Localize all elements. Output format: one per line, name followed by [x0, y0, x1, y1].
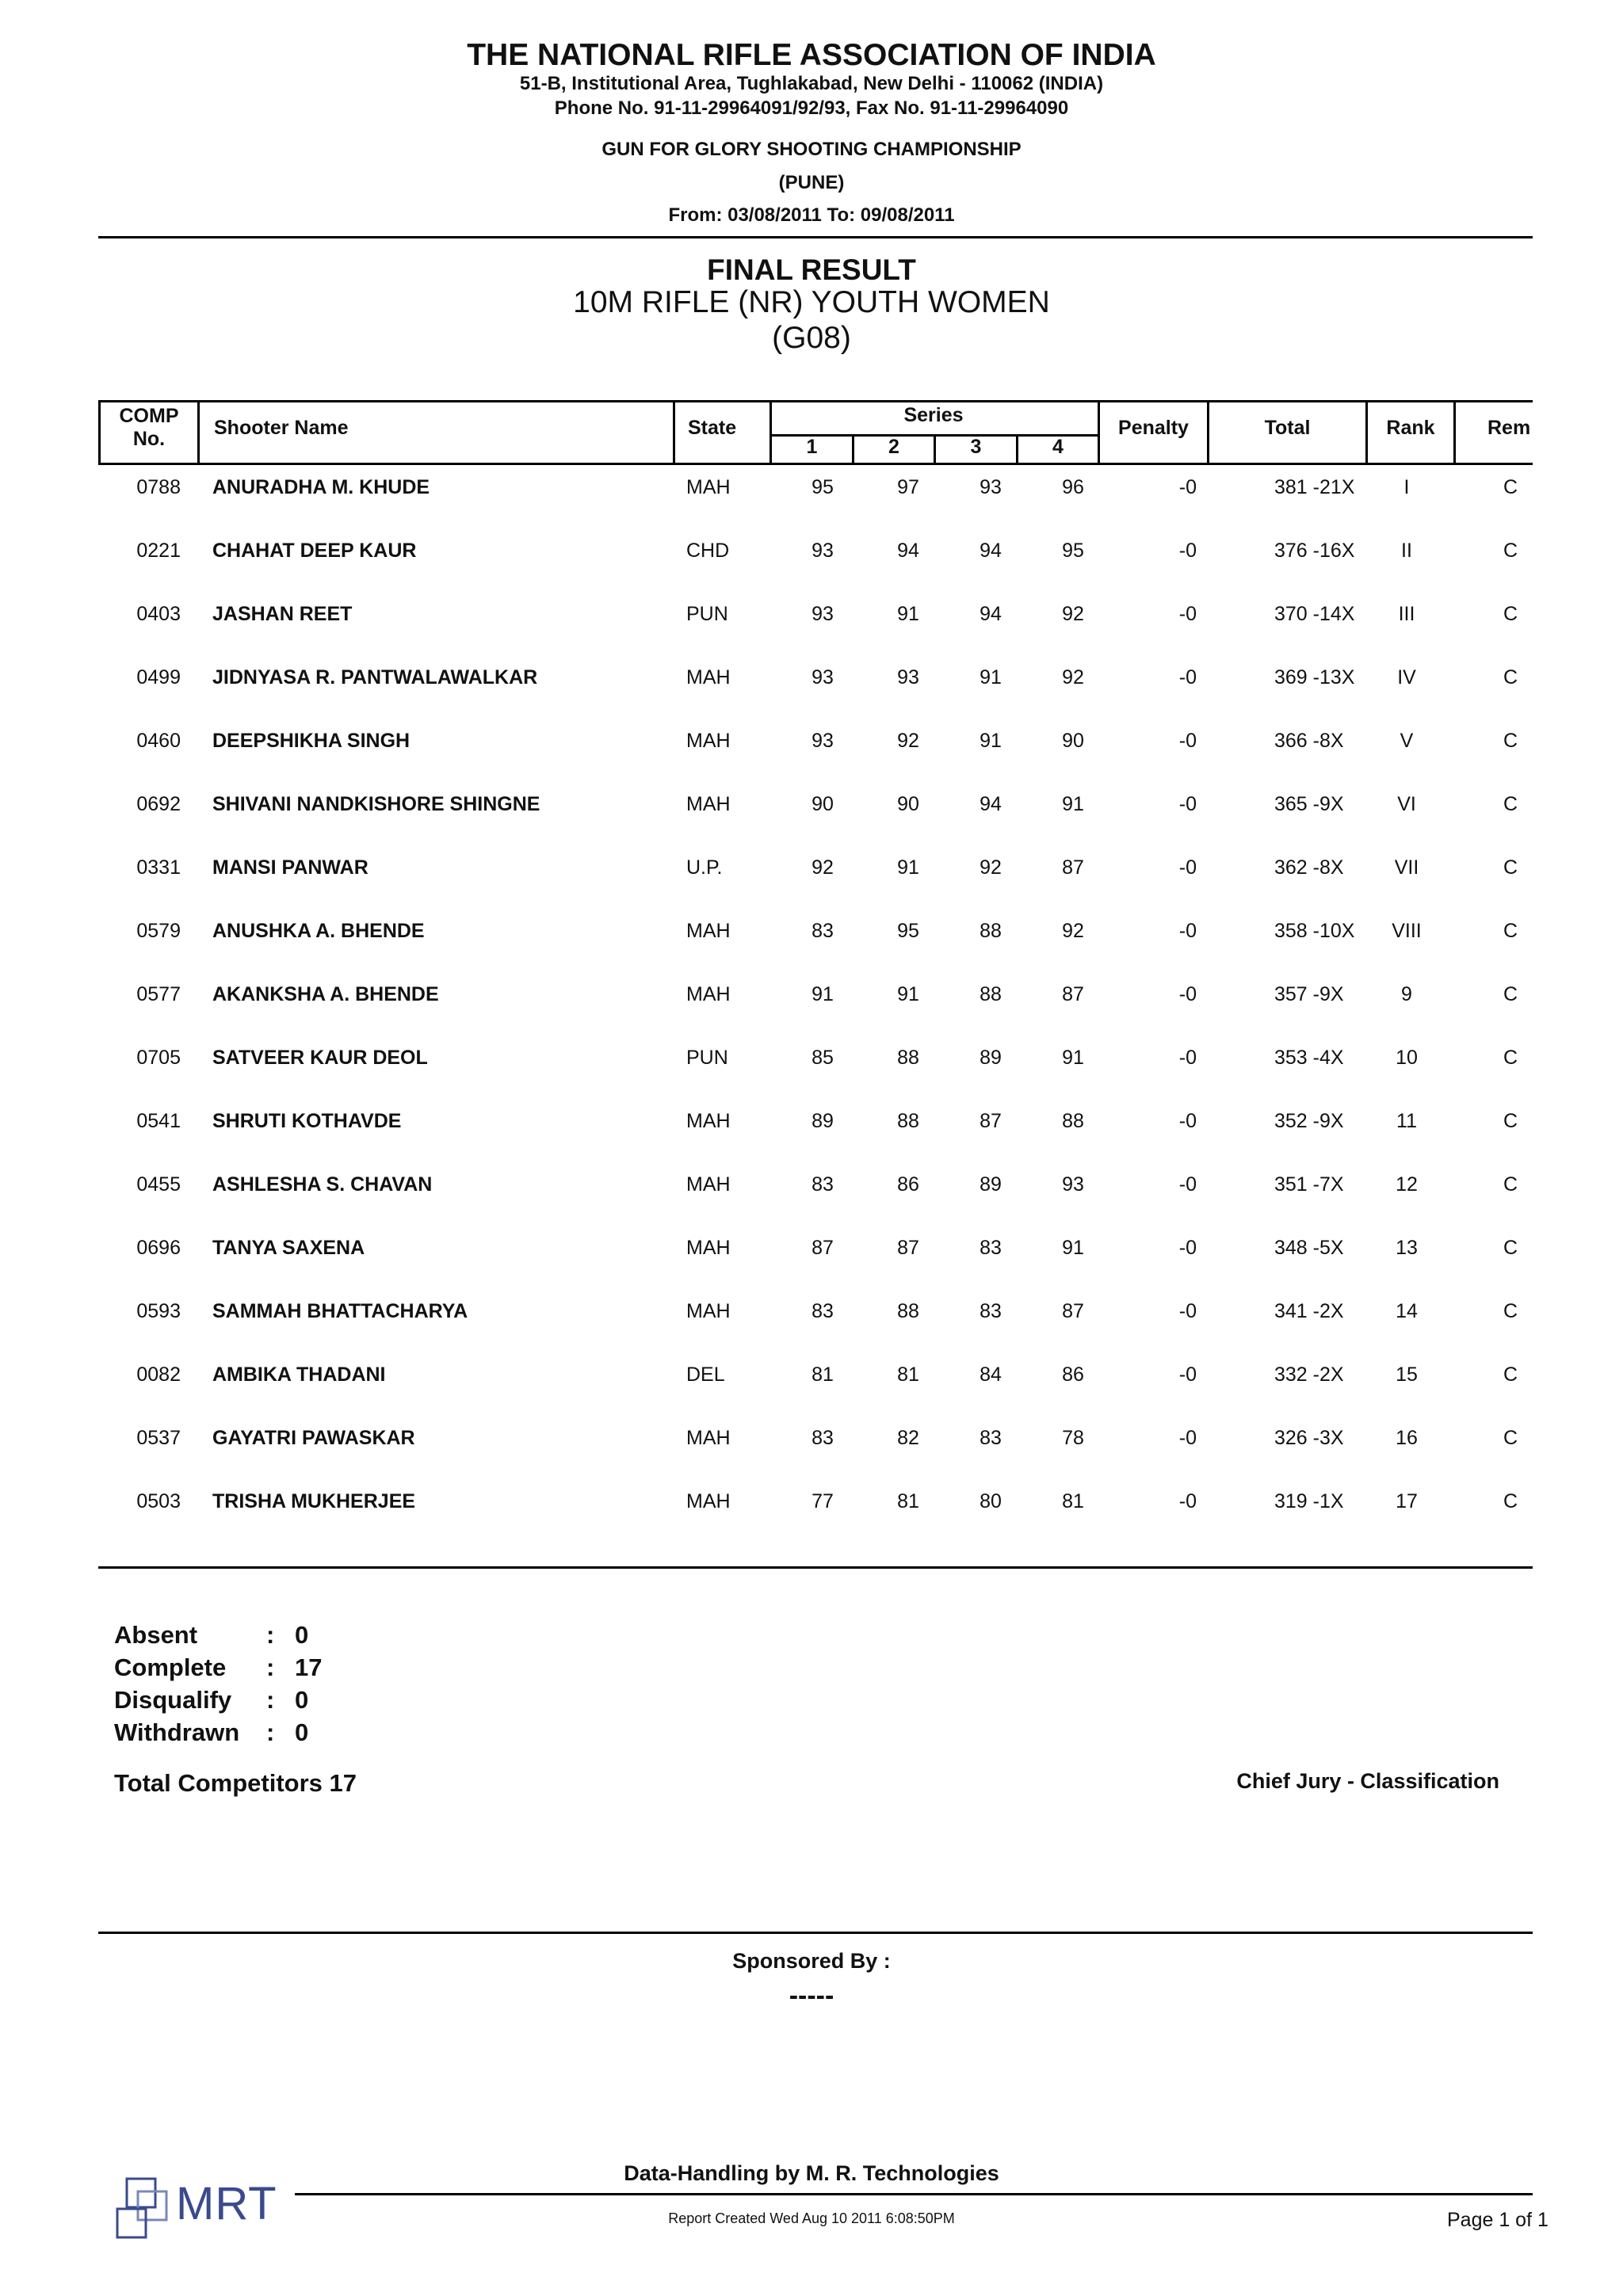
series-3-cell: 80: [980, 1490, 1002, 1512]
event-dates: From: 03/08/2011 To: 09/08/2011: [668, 204, 955, 226]
colon: :: [266, 1718, 275, 1746]
penalty-cell: -0: [1178, 730, 1197, 752]
header-shooter-name: Shooter Name: [214, 417, 349, 439]
series-1-cell: 93: [812, 730, 834, 752]
total-cell: 319 -1X: [1274, 1490, 1344, 1512]
withdrawn-value: 0: [295, 1718, 309, 1746]
total-cell: 369 -13X: [1274, 666, 1355, 688]
series-2-cell: 82: [897, 1427, 919, 1449]
event-place: (PUNE): [778, 172, 845, 193]
shooter-name-cell: ASHLESHA S. CHAVAN: [212, 1173, 433, 1196]
series-4-cell: 90: [1062, 730, 1084, 752]
penalty-cell: -0: [1178, 603, 1197, 625]
series-4-cell: 87: [1062, 1300, 1084, 1322]
remarks-cell: C: [1503, 983, 1518, 1005]
penalty-cell: -0: [1178, 1047, 1197, 1069]
shooter-name-cell: SHIVANI NANDKISHORE SHINGNE: [212, 793, 540, 815]
comp-no-cell: 0577: [136, 983, 181, 1005]
penalty-cell: -0: [1178, 476, 1197, 498]
series-2-cell: 81: [897, 1490, 919, 1512]
comp-no-cell: 0403: [136, 603, 181, 625]
remarks-cell: C: [1503, 1490, 1518, 1512]
series-2-cell: 91: [897, 603, 919, 625]
chief-jury-label: Chief Jury - Classification: [1236, 1769, 1499, 1793]
remarks-cell: C: [1503, 666, 1518, 688]
remarks-cell: C: [1503, 1110, 1518, 1132]
report-created: Report Created Wed Aug 10 2011 6:08:50PM: [668, 2210, 955, 2226]
rank-cell: 14: [1396, 1300, 1418, 1322]
comp-no-cell: 0499: [136, 666, 181, 688]
total-cell: 357 -9X: [1274, 983, 1344, 1005]
penalty-cell: -0: [1178, 1363, 1197, 1386]
series-1-cell: 85: [812, 1047, 834, 1069]
header-series: Series: [903, 404, 964, 426]
series-4-cell: 96: [1062, 476, 1084, 498]
page-number: Page 1 of 1: [1447, 2209, 1549, 2231]
shooter-name-cell: GAYATRI PAWASKAR: [212, 1427, 415, 1449]
rank-cell: 17: [1396, 1490, 1418, 1512]
penalty-cell: -0: [1178, 793, 1197, 815]
state-cell: U.P.: [686, 856, 723, 879]
comp-no-cell: 0460: [136, 730, 181, 752]
series-1-cell: 83: [812, 1427, 834, 1449]
series-4-cell: 95: [1062, 540, 1084, 562]
total-cell: 326 -3X: [1274, 1427, 1344, 1449]
comp-no-cell: 0082: [136, 1363, 181, 1386]
series-1-cell: 90: [812, 793, 834, 815]
series-1-cell: 83: [812, 1300, 834, 1322]
comp-no-cell: 0331: [136, 856, 181, 879]
header-series-3: 3: [970, 436, 982, 458]
shooter-name-cell: ANURADHA M. KHUDE: [212, 476, 430, 498]
penalty-cell: -0: [1178, 1237, 1197, 1259]
series-4-cell: 87: [1062, 856, 1084, 879]
series-2-cell: 86: [897, 1173, 919, 1196]
shooter-name-cell: DEEPSHIKHA SINGH: [212, 730, 411, 752]
results-table-header: [98, 400, 1533, 465]
series-4-cell: 93: [1062, 1173, 1084, 1196]
colon: :: [266, 1686, 275, 1714]
state-cell: PUN: [686, 1047, 728, 1069]
total-cell: 370 -14X: [1274, 603, 1355, 625]
total-cell: 365 -9X: [1274, 793, 1344, 815]
rank-cell: VI: [1397, 793, 1416, 815]
total-cell: 353 -4X: [1274, 1047, 1344, 1069]
shooter-name-cell: TANYA SAXENA: [212, 1237, 365, 1259]
rank-cell: VIII: [1392, 920, 1422, 942]
total-cell: 381 -21X: [1274, 476, 1355, 498]
shooter-name-cell: AMBIKA THADANI: [212, 1363, 386, 1386]
sponsor-value: -----: [789, 1981, 834, 2011]
org-address: 51-B, Institutional Area, Tughlakabad, New Delhi - 110062 (INDIA): [519, 73, 1104, 94]
penalty-cell: -0: [1178, 1427, 1197, 1449]
header-total: Total: [1264, 417, 1311, 439]
series-2-cell: 91: [897, 856, 919, 879]
state-cell: MAH: [686, 666, 731, 688]
comp-no-cell: 0537: [136, 1427, 181, 1449]
shooter-name-cell: TRISHA MUKHERJEE: [212, 1490, 416, 1512]
remarks-cell: C: [1503, 540, 1518, 562]
total-cell: 376 -16X: [1274, 540, 1355, 562]
series-4-cell: 91: [1062, 1047, 1084, 1069]
series-4-cell: 87: [1062, 983, 1084, 1005]
remarks-cell: C: [1503, 476, 1518, 498]
remarks-cell: C: [1503, 603, 1518, 625]
total-cell: 351 -7X: [1274, 1173, 1344, 1196]
rank-cell: 15: [1396, 1363, 1418, 1386]
penalty-cell: -0: [1178, 1300, 1197, 1322]
series-1-cell: 81: [812, 1363, 834, 1386]
series-4-cell: 92: [1062, 920, 1084, 942]
event-category: 10M RIFLE (NR) YOUTH WOMEN: [573, 285, 1050, 319]
series-2-cell: 88: [897, 1110, 919, 1132]
comp-no-cell: 0705: [136, 1047, 181, 1069]
series-2-cell: 93: [897, 666, 919, 688]
series-1-cell: 83: [812, 1173, 834, 1196]
remarks-cell: C: [1503, 1427, 1518, 1449]
header-state: State: [688, 417, 737, 439]
series-3-cell: 91: [980, 730, 1002, 752]
remarks-cell: C: [1503, 1363, 1518, 1386]
comp-no-cell: 0221: [136, 540, 181, 562]
remarks-cell: C: [1503, 1237, 1518, 1259]
sponsored-by-label: Sponsored By :: [732, 1949, 891, 1973]
org-name: THE NATIONAL RIFLE ASSOCIATION OF INDIA: [467, 38, 1156, 72]
series-2-cell: 87: [897, 1237, 919, 1259]
series-4-cell: 91: [1062, 1237, 1084, 1259]
remarks-cell: C: [1503, 793, 1518, 815]
series-3-cell: 84: [980, 1363, 1002, 1386]
series-1-cell: 93: [812, 603, 834, 625]
state-cell: MAH: [686, 1300, 731, 1322]
state-cell: MAH: [686, 476, 731, 498]
comp-no-cell: 0692: [136, 793, 181, 815]
rank-cell: 12: [1396, 1173, 1418, 1196]
total-cell: 348 -5X: [1274, 1237, 1344, 1259]
rank-cell: VII: [1394, 856, 1419, 879]
series-2-cell: 91: [897, 983, 919, 1005]
state-cell: MAH: [686, 1427, 731, 1449]
series-3-cell: 88: [980, 920, 1002, 942]
series-2-cell: 81: [897, 1363, 919, 1386]
penalty-cell: -0: [1178, 856, 1197, 879]
header-series-4: 4: [1052, 436, 1064, 458]
series-1-cell: 87: [812, 1237, 834, 1259]
remarks-cell: C: [1503, 730, 1518, 752]
series-3-cell: 83: [980, 1237, 1002, 1259]
data-handling-credit: Data-Handling by M. R. Technologies: [624, 2161, 999, 2185]
state-cell: MAH: [686, 1237, 731, 1259]
rank-cell: IV: [1397, 666, 1416, 688]
absent-label: Absent: [114, 1621, 198, 1649]
absent-value: 0: [295, 1621, 309, 1649]
state-cell: MAH: [686, 983, 731, 1005]
complete-label: Complete: [114, 1653, 227, 1681]
disqualify-value: 0: [295, 1686, 309, 1714]
series-1-cell: 92: [812, 856, 834, 879]
rank-cell: III: [1398, 603, 1415, 625]
shooter-name-cell: SHRUTI KOTHAVDE: [212, 1110, 402, 1132]
series-2-cell: 88: [897, 1047, 919, 1069]
series-1-cell: 77: [812, 1490, 834, 1512]
state-cell: DEL: [686, 1363, 725, 1386]
column-divider: [673, 402, 675, 463]
shooter-name-cell: ANUSHKA A. BHENDE: [212, 920, 425, 942]
series-1-cell: 93: [812, 666, 834, 688]
total-cell: 362 -8X: [1274, 856, 1344, 879]
state-cell: MAH: [686, 920, 731, 942]
series-3-cell: 83: [980, 1427, 1002, 1449]
header-comp-no: COMP No.: [119, 405, 179, 450]
penalty-cell: -0: [1178, 983, 1197, 1005]
series-4-cell: 88: [1062, 1110, 1084, 1132]
series-4-cell: 92: [1062, 666, 1084, 688]
series-3-cell: 94: [980, 603, 1002, 625]
series-3-cell: 94: [980, 540, 1002, 562]
series-4-cell: 86: [1062, 1363, 1084, 1386]
comp-no-cell: 0541: [136, 1110, 181, 1132]
series-2-cell: 90: [897, 793, 919, 815]
series-2-cell: 92: [897, 730, 919, 752]
rank-cell: 11: [1396, 1110, 1417, 1132]
series-2-cell: 94: [897, 540, 919, 562]
rank-cell: II: [1401, 540, 1412, 562]
state-cell: MAH: [686, 1173, 731, 1196]
series-3-cell: 89: [980, 1047, 1002, 1069]
footer-rule: [295, 2193, 1533, 2195]
remarks-cell: C: [1503, 1173, 1518, 1196]
state-cell: PUN: [686, 603, 728, 625]
comp-no-cell: 0455: [136, 1173, 181, 1196]
total-cell: 341 -2X: [1274, 1300, 1344, 1322]
header-rank: Rank: [1386, 417, 1435, 439]
rank-cell: 13: [1396, 1237, 1418, 1259]
rank-cell: 9: [1401, 983, 1412, 1005]
disqualify-label: Disqualify: [114, 1686, 232, 1714]
series-3-cell: 91: [980, 666, 1002, 688]
rank-cell: 10: [1396, 1047, 1418, 1069]
header-remarks: Rem: [1487, 417, 1531, 439]
shooter-name-cell: JIDNYASA R. PANTWALAWALKAR: [212, 666, 538, 688]
table-bottom-divider: [98, 1566, 1533, 1569]
event-code: (G08): [772, 321, 851, 355]
series-1-cell: 91: [812, 983, 834, 1005]
series-2-cell: 95: [897, 920, 919, 942]
rank-cell: 16: [1396, 1427, 1418, 1449]
mrt-logo-text: MRT: [176, 2178, 277, 2229]
shooter-name-cell: CHAHAT DEEP KAUR: [212, 540, 417, 562]
org-phone: Phone No. 91-11-29964091/92/93, Fax No. 91-11-29964090: [554, 97, 1069, 119]
series-3-cell: 94: [980, 793, 1002, 815]
shooter-name-cell: JASHAN REET: [212, 603, 353, 625]
shooter-name-cell: AKANKSHA A. BHENDE: [212, 983, 439, 1005]
series-4-cell: 91: [1062, 793, 1084, 815]
total-cell: 332 -2X: [1274, 1363, 1344, 1386]
colon: :: [266, 1653, 275, 1681]
remarks-cell: C: [1503, 856, 1518, 879]
comp-no-cell: 0788: [136, 476, 181, 498]
penalty-cell: -0: [1178, 666, 1197, 688]
state-cell: MAH: [686, 1490, 731, 1512]
penalty-cell: -0: [1178, 920, 1197, 942]
colon: :: [266, 1621, 275, 1649]
header-series-1: 1: [806, 436, 818, 458]
shooter-name-cell: MANSI PANWAR: [212, 856, 369, 879]
penalty-cell: -0: [1178, 1490, 1197, 1512]
penalty-cell: -0: [1178, 540, 1197, 562]
series-4-cell: 81: [1062, 1490, 1084, 1512]
series-3-cell: 92: [980, 856, 1002, 879]
state-cell: MAH: [686, 793, 731, 815]
series-4-cell: 92: [1062, 603, 1084, 625]
total-cell: 358 -10X: [1274, 920, 1355, 942]
state-cell: MAH: [686, 1110, 731, 1132]
state-cell: MAH: [686, 730, 731, 752]
series-4-cell: 78: [1062, 1427, 1084, 1449]
column-divider: [197, 402, 200, 463]
comp-no-cell: 0696: [136, 1237, 181, 1259]
series-3-cell: 89: [980, 1173, 1002, 1196]
event-name: GUN FOR GLORY SHOOTING CHAMPIONSHIP: [601, 139, 1022, 160]
remarks-cell: C: [1503, 1047, 1518, 1069]
state-cell: CHD: [686, 540, 730, 562]
series-2-cell: 88: [897, 1300, 919, 1322]
header-series-2: 2: [888, 436, 899, 458]
series-3-cell: 87: [980, 1110, 1002, 1132]
comp-no-cell: 0593: [136, 1300, 181, 1322]
total-competitors: Total Competitors 17: [114, 1769, 357, 1797]
header-penalty: Penalty: [1118, 417, 1189, 439]
total-cell: 366 -8X: [1274, 730, 1344, 752]
penalty-cell: -0: [1178, 1173, 1197, 1196]
rank-cell: I: [1403, 476, 1410, 498]
remarks-cell: C: [1503, 1300, 1518, 1322]
series-3-cell: 93: [980, 476, 1002, 498]
shooter-name-cell: SATVEER KAUR DEOL: [212, 1047, 428, 1069]
result-title: FINAL RESULT: [707, 254, 916, 286]
series-1-cell: 83: [812, 920, 834, 942]
shooter-name-cell: SAMMAH BHATTACHARYA: [212, 1300, 468, 1322]
series-3-cell: 83: [980, 1300, 1002, 1322]
header-divider: [98, 236, 1533, 238]
series-1-cell: 93: [812, 540, 834, 562]
remarks-cell: C: [1503, 920, 1518, 942]
series-1-cell: 89: [812, 1110, 834, 1132]
rank-cell: V: [1400, 730, 1414, 752]
total-cell: 352 -9X: [1274, 1110, 1344, 1132]
footer-divider: [98, 1932, 1533, 1934]
series-3-cell: 88: [980, 983, 1002, 1005]
comp-no-cell: 0503: [136, 1490, 181, 1512]
series-1-cell: 95: [812, 476, 834, 498]
penalty-cell: -0: [1178, 1110, 1197, 1132]
comp-no-cell: 0579: [136, 920, 181, 942]
complete-value: 17: [295, 1653, 323, 1681]
series-2-cell: 97: [897, 476, 919, 498]
withdrawn-label: Withdrawn: [114, 1718, 240, 1746]
